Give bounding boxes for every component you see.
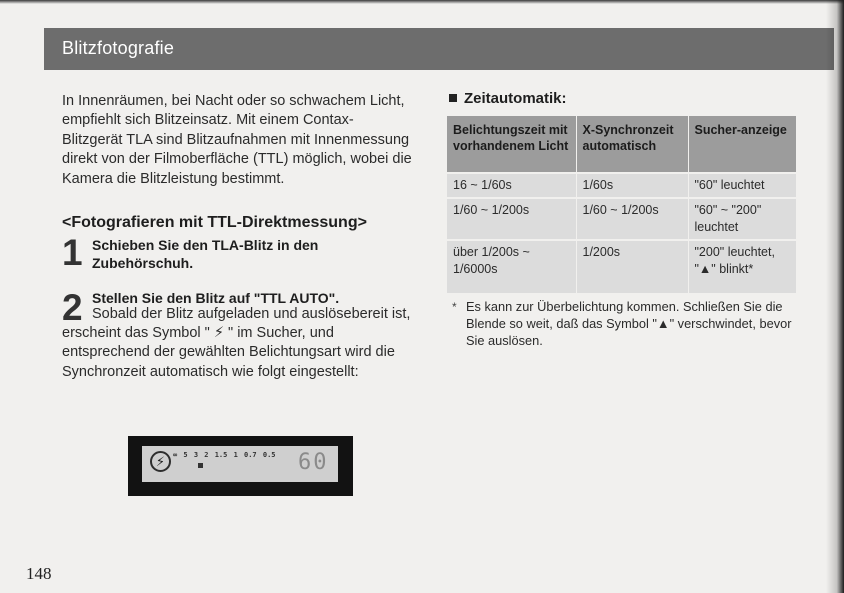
header-x-sync: X-Synchronzeit automatisch [576,116,688,173]
right-heading [449,90,567,107]
header-exposure-time: Belichtungszeit mit vorhandenem Licht [447,116,576,173]
flash-lightning-icon: ⚡ [150,451,171,472]
page-top-edge [0,0,844,4]
table-cell: 1/60s [576,173,688,198]
bullet-square-icon [449,94,457,102]
table-row [447,240,796,293]
table-cell: "60" leuchtet [688,173,796,198]
step-2-number: 2 [62,287,83,328]
page-title: Blitzfotografie [62,38,175,58]
sync-table [447,116,796,293]
table-cell: "200" leuchtet, "▲" blinkt* [688,240,796,293]
table-cell: 1/60 ~ 1/200s [576,198,688,240]
step-2-title: Stellen Sie den Blitz auf "TTL AUTO". [92,290,340,306]
table-cell: 1/200s [576,240,688,293]
footnote-mark: * [452,300,457,314]
intro-paragraph: In Innenräumen, bei Nacht oder so schwachem Licht, empfiehlt sich Blitzeinsatz. Mit einem Contax-Blitzgerät TLA sind Blitzaufnahmen mit Innenmessung direkt von der Filmoberfläche (TTL) möglich, wobei die Kamera die Blitzleistung bestimmt. [62,93,412,187]
table-row [447,173,796,198]
table-cell: 16 ~ 1/60s [447,173,576,198]
shutter-speed-display: 60 [298,450,329,475]
page-fold-shadow [826,0,844,593]
table-cell: über 1/200s ~ 1/6000s [447,240,576,293]
header-viewfinder: Sucher-anzeige [688,116,796,173]
table-header-row [447,116,796,173]
right-heading-text: Zeitautomatik: [464,90,567,107]
footnote: Es kann zur Überbelichtung kommen. Schließen Sie die Blende so weit, daß das Symbol "▲" verschwindet, bevor Sie auslösen. [466,299,792,348]
step-1-title: Schieben Sie den TLA-Blitz in den Zubehörschuh. [92,237,319,271]
distance-scale: ∞ 5 3 2 1.5 1 0.7 0.5 [173,451,276,459]
scale-marker [198,463,203,468]
section-heading: <Fotografieren mit TTL-Direktmessung> [62,214,367,231]
table-cell: "60" ~ "200" leuchtet [688,198,796,240]
page-number: 148 [26,564,52,583]
table-cell: 1/60 ~ 1/200s [447,198,576,240]
step-1-number: 1 [62,232,83,273]
table-row [447,198,796,240]
step-2-body: Sobald der Blitz aufgeladen und auslösebereit ist, erscheint das Symbol " ⚡ " im Sucher, und entsprechend der gewählten Belichtungsart wird die Synchronzeit automatisch wie folgt eingestellt: [62,306,411,380]
